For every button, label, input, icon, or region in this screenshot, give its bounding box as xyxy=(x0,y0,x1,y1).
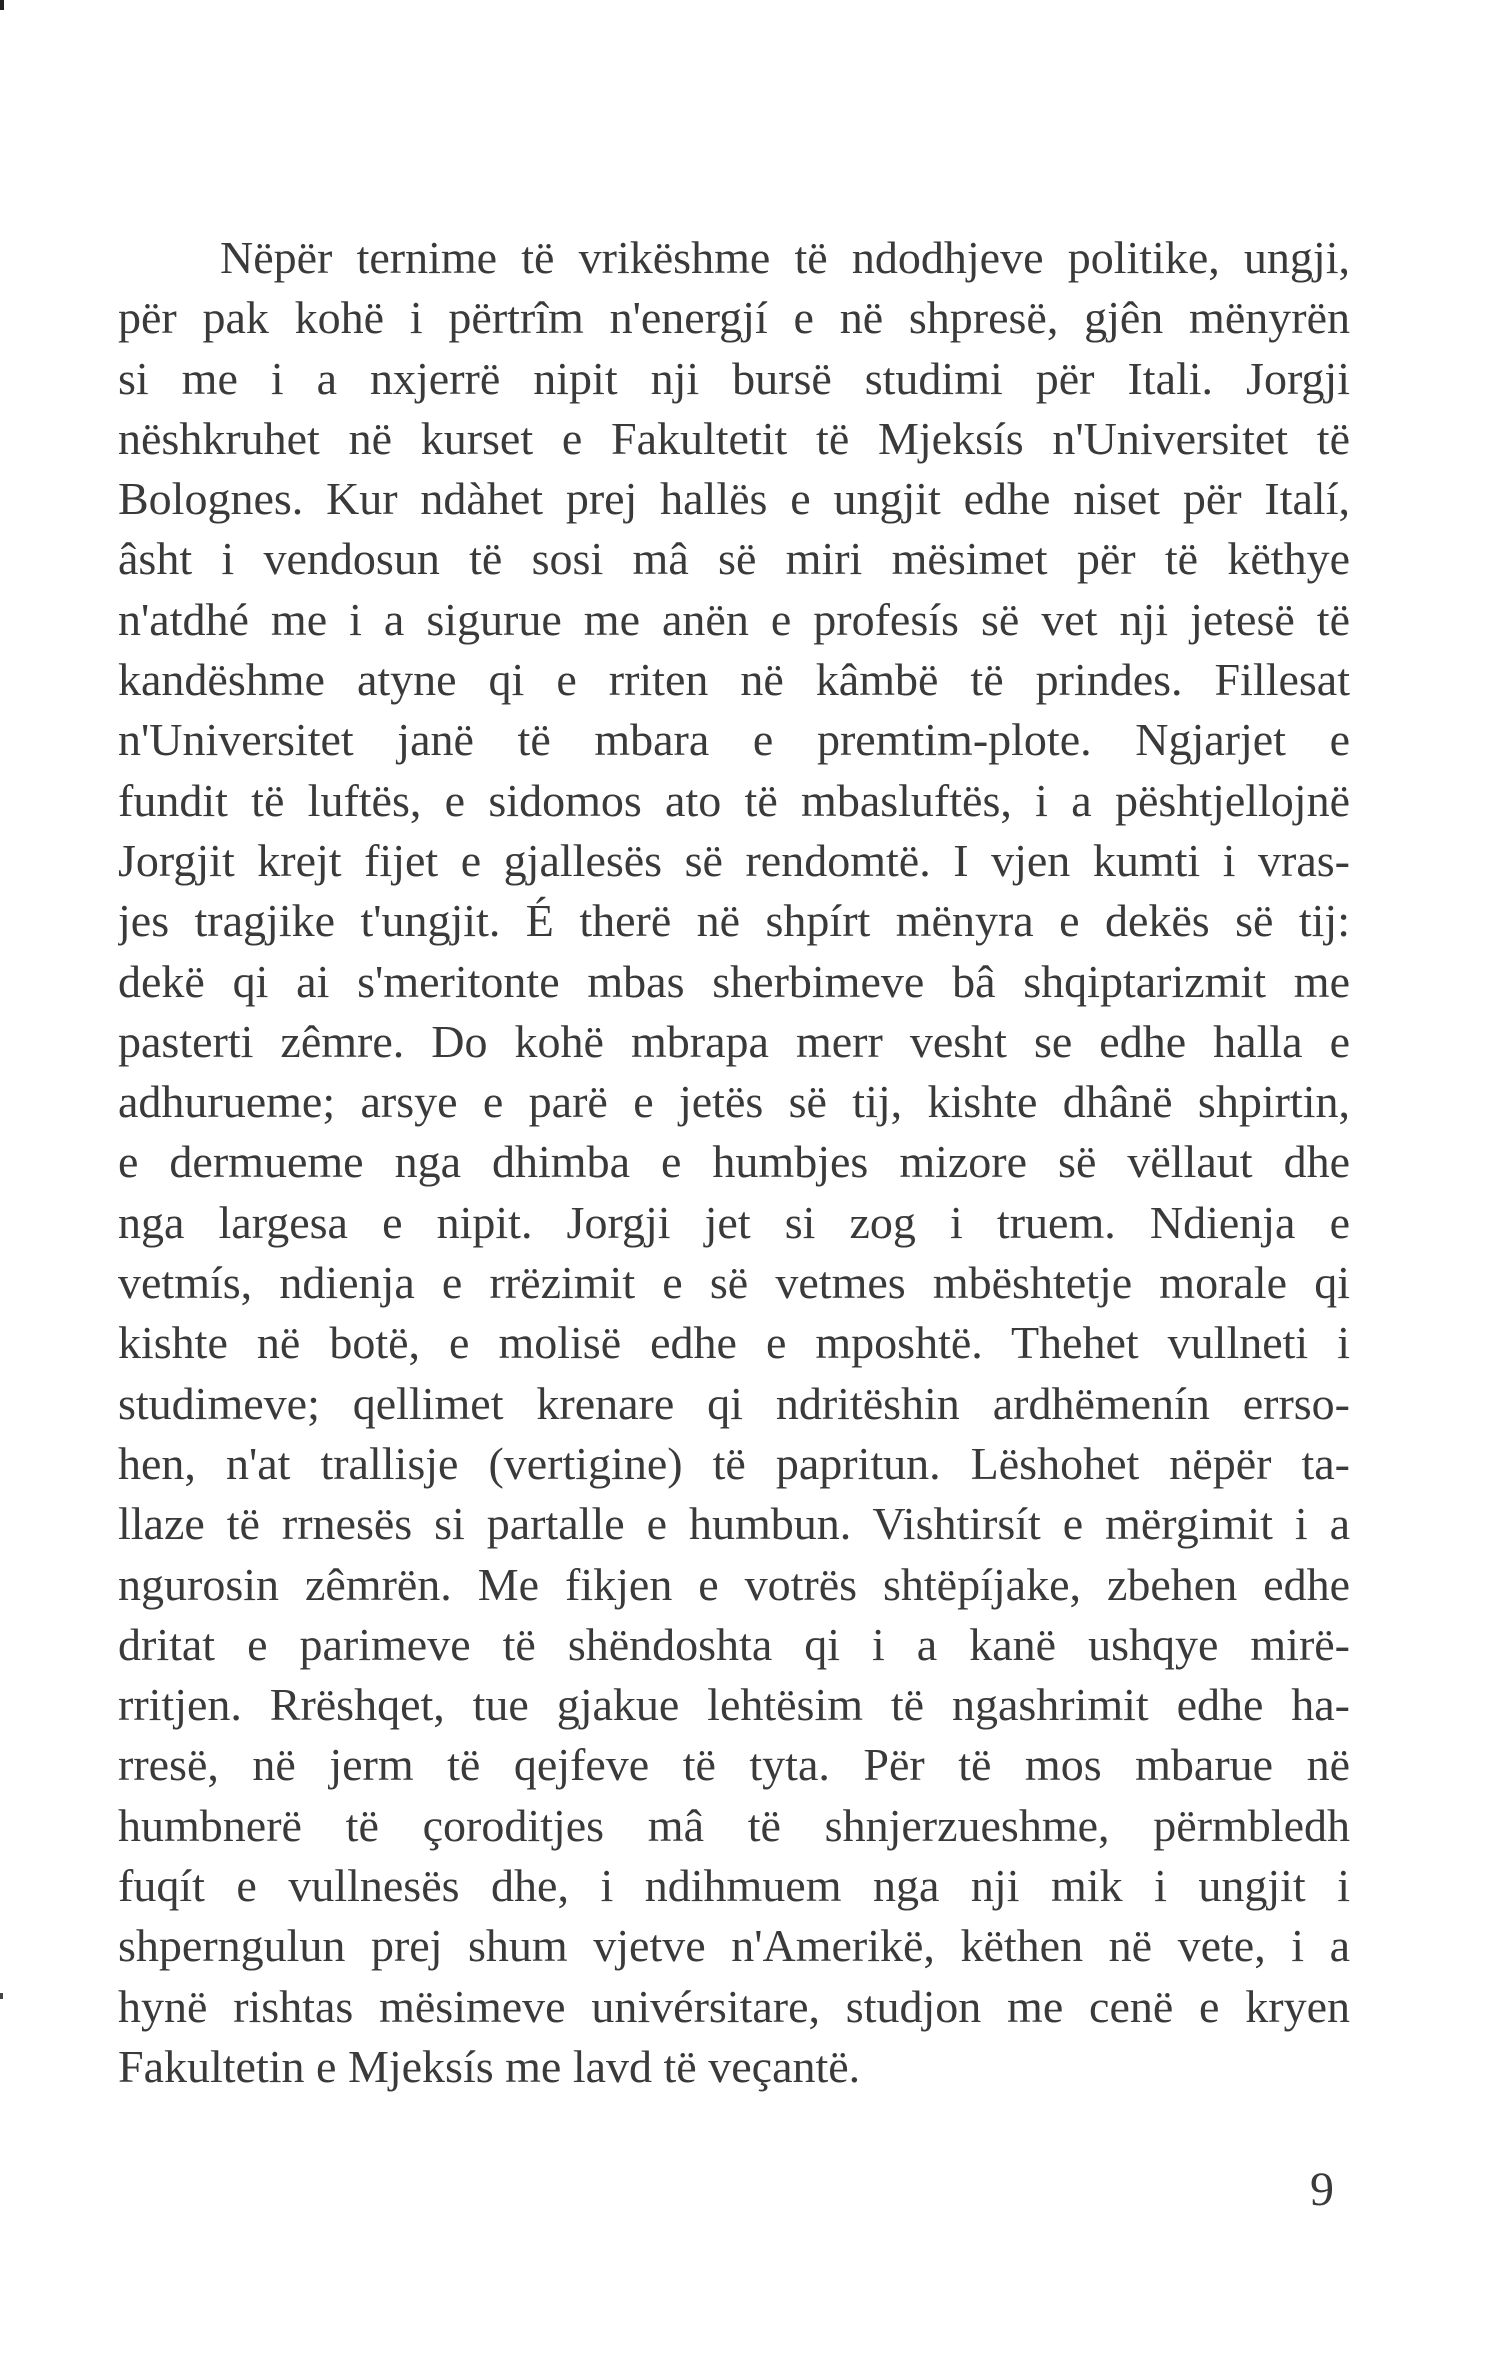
scan-corner-mark xyxy=(0,0,4,10)
paragraph-line: n'atdhé me i a sigurue me anën e profesís së vet nji jetesë të xyxy=(118,593,1350,645)
paragraph-line: Jorgjit krejt fijet e gjallesës së rendomtë. I vjen kumti i vras- xyxy=(118,834,1350,886)
paragraph-line: Fakultetin e Mjeksís me lavd të veçantë. xyxy=(118,2040,861,2092)
page-number: 9 xyxy=(1310,2163,1334,2216)
paragraph-line: për pak kohë i përtrîm n'energjí e në shpresë, gjên mënyrën xyxy=(118,292,1350,344)
paragraph-line: âsht i vendosun të sosi mâ së miri mësimet për të këthye xyxy=(118,533,1350,585)
paragraph-line: jes tragjike t'ungjit. É therë në shpírt mënyra e dekës së tij: xyxy=(118,895,1350,947)
paragraph-line: hen, n'at trallisje (vertigine) të papritun. Lëshohet nëpër ta- xyxy=(118,1437,1350,1489)
paragraph-line: kishte në botë, e molisë edhe e mposhtë. Thehet vullneti i xyxy=(118,1317,1350,1369)
paragraph-line: dritat e parimeve të shëndoshta qi i a kanë ushqye mirë- xyxy=(118,1618,1350,1670)
paragraph-line: Nëpër ternime të vrikëshme të ndodhjeve politike, ungji, xyxy=(220,232,1350,283)
paragraph-line: nga largesa e nipit. Jorgji jet si zog i truem. Ndienja e xyxy=(118,1196,1350,1248)
paragraph-line: studimeve; qellimet krenare qi ndritëshin ardhëmenín errso- xyxy=(118,1377,1350,1429)
paragraph-line: kandëshme atyne qi e rriten në kâmbë të prindes. Fillesat xyxy=(118,654,1350,706)
paragraph-line: dekë qi ai s'meritonte mbas sherbimeve bâ shqiptarizmit me xyxy=(118,955,1350,1007)
paragraph-line: hynë rishtas mësimeve univérsitare, studjon me cenë e kryen xyxy=(118,1980,1350,2032)
paragraph-line: ngurosin zêmrën. Me fikjen e votrës shtëpíjake, zbehen edhe xyxy=(118,1558,1350,1610)
paragraph-line: Bolognes. Kur ndàhet prej hallës e ungjit edhe niset për Italí, xyxy=(118,473,1350,525)
paragraph-line: adhurueme; arsye e parë e jetës së tij, kishte dhânë shpirtin, xyxy=(118,1076,1350,1128)
paragraph-line: nëshkruhet në kurset e Fakultetit të Mjeksís n'Universitet të xyxy=(118,412,1350,464)
paragraph-line: humbnerë të çoroditjes mâ të shnjerzueshme, përmbledh xyxy=(118,1799,1350,1851)
paragraph-line: si me i a nxjerrë nipit nji bursë studimi për Itali. Jorgji xyxy=(118,352,1350,404)
paragraph-line: llaze të rrnesës si partalle e humbun. Vishtirsít e mërgimit i a xyxy=(118,1498,1350,1550)
scan-edge-mark xyxy=(0,1993,3,1999)
paragraph-line: fundit të luftës, e sidomos ato të mbasluftës, i a pështjellojnë xyxy=(118,774,1350,826)
paragraph-line: rritjen. Rrëshqet, tue gjakue lehtësim të ngashrimit edhe ha- xyxy=(118,1679,1350,1731)
paragraph-line: fuqít e vullnesës dhe, i ndihmuem nga nji mik i ungjit i xyxy=(118,1860,1350,1912)
paragraph-line: rresë, në jerm të qejfeve të tyta. Për të mos mbarue në xyxy=(118,1739,1350,1791)
paragraph-line: e dermueme nga dhimba e humbjes mizore së vëllaut dhe xyxy=(118,1136,1350,1188)
paragraph-line: shperngulun prej shum vjetve n'Amerikë, këthen në vete, i a xyxy=(118,1920,1350,1972)
body-paragraph xyxy=(118,228,1350,2097)
paragraph-line: vetmís, ndienja e rrëzimit e së vetmes mbështetje morale qi xyxy=(118,1257,1350,1309)
paragraph-line: pasterti zêmre. Do kohë mbrapa merr vesht se edhe halla e xyxy=(118,1015,1350,1067)
paragraph-line: n'Universitet janë të mbara e premtim-plote. Ngjarjet e xyxy=(118,714,1350,766)
